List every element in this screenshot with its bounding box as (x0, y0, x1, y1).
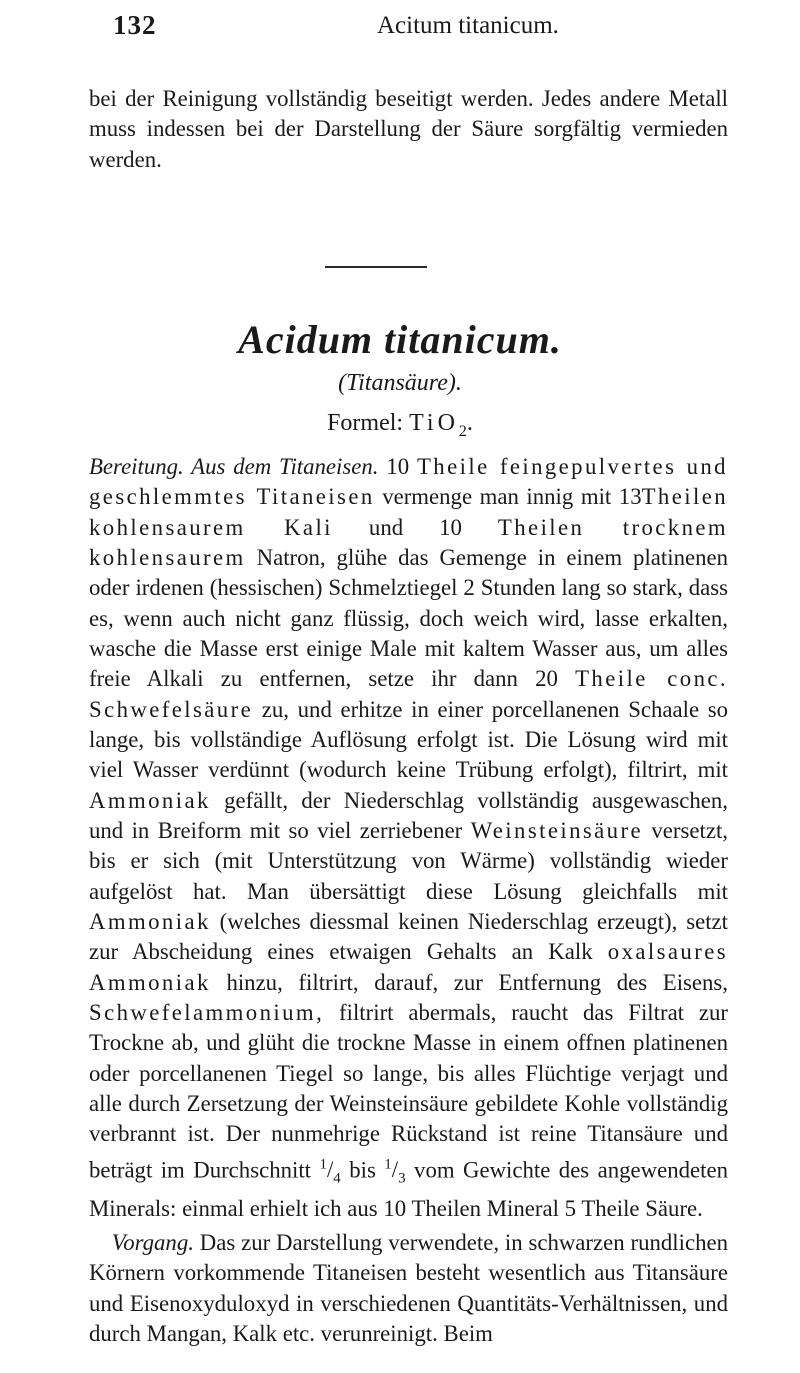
fraction-2-numerator: 1 (384, 1156, 392, 1173)
vorgang-text: Das zur Darstellung verwendete, in schwarzen rundlichen Körnern vorkommende Titaneisen besteht wesentlich aus Titansäure und Eisenoxyduloxyd in verschiedenen Quantitäts-Verhältnissen, und durch Mangan, Kalk etc. verunreinigt. Beim (89, 1230, 728, 1346)
bereitung-lead: Bereitung. Aus dem Titaneisen. (89, 454, 379, 479)
bereitung-s23: bis (349, 1157, 376, 1183)
bereitung-s9: Natron, glühe das Gemenge in einem platinenen oder irdenen (hessischen) Schmelztiegel 2 Stunden lang so stark, dass es, wenn auch nicht ganz flüssig, doch weich wird, lasse erkalten, wasche die Masse erst einige Male mit kaltem Wasser aus, um alles freie Alkali zu entfernen, setze ihr dann (89, 544, 728, 692)
bereitung-s1: 10 (386, 454, 410, 479)
bereitung-s12: zu, und erhitze in einer porcellanenen Schaale so lange, bis vollständige Auflösung erfolgt ist. Die Lösung wird mit viel Wasser verdünnt (wodurch keine Trübung erfolgt), filtrirt, mit (89, 696, 729, 783)
bereitung-s19: oxalsaures Ammoniak (89, 939, 729, 995)
section-title: Acidum titanicum. (238, 317, 562, 362)
formula-base: TiO (409, 410, 459, 436)
bereitung-s14: gefällt, der Niederschlag vollständig ausgewaschen, und in Breiform mit so viel zerriebener (89, 787, 728, 843)
bereitung-s24: vom Gewichte des angewendeten Minerals: einmal erhielt ich aus 10 Theilen Mineral 5 Theile Säure. (89, 1157, 728, 1222)
chemical-formula (0, 410, 800, 441)
bereitung-s15: Weinsteinsäure (470, 817, 643, 843)
bereitung-s10: 20 (535, 666, 558, 692)
running-head (89, 10, 729, 50)
fraction-1-denominator: 4 (333, 1170, 341, 1187)
bereitung-s18: (welches diessmal keinen Niederschlag erzeugt), setzt zur Abscheidung eines etwaigen Gehalts an Kalk (89, 908, 728, 965)
bereitung-s3: vermenge man innig mit (382, 484, 612, 510)
formula-end: . (466, 410, 473, 436)
section-divider (325, 266, 427, 268)
vorgang-paragraph (89, 1228, 728, 1349)
formula-label: Formel: (327, 410, 404, 436)
vorgang-lead: Vorgang. (111, 1230, 194, 1255)
fraction-one-third: $^1/_3$ (384, 1156, 406, 1187)
bereitung-paragraph (89, 452, 728, 1224)
bereitung-s6: und (368, 514, 404, 540)
bereitung-s20: hinzu, filtrirt, darauf, zur Entfernung des Eisens, (226, 969, 728, 995)
bereitung-s17: Ammoniak (89, 908, 211, 934)
bereitung-s8: Theilen trocknem kohlensaurem (89, 514, 729, 570)
bereitung-s2: Theile feingepulvertes und geschlemmtes Titaneisen (89, 454, 728, 510)
formula-subscript: 2 (458, 422, 467, 440)
fraction-one-quarter: $^1/_4$ (319, 1156, 341, 1187)
fraction-1-numerator: 1 (319, 1156, 327, 1173)
intro-paragraph: bei der Reinigung vollständig beseitigt werden. Jedes andere Metall muss indessen bei der Darstellung der Säure sorgfältig vermieden werden. (89, 86, 728, 172)
bereitung-s22: filtrirt abermals, raucht das Filtrat zur Trockne ab, und glüht die trockne Masse in einem offnen platinenen oder porcellanenen Tiegel so lange, bis alles Flüchtige verjagt und alle durch Zersetzung der Weinsteinsäure gebildete Kohle vollständig verbrannt ist. Der nunmehrige Rückstand ist reine Titansäure und beträgt im Durchschnitt (89, 999, 728, 1183)
bereitung-s21: Schwefelammonium, (89, 999, 325, 1025)
page-number: 132 (113, 10, 157, 40)
bereitung-s11: Theile conc. Schwefelsäure (89, 666, 729, 722)
running-title: Acitum titanicum. (377, 12, 559, 39)
bereitung-s16: versetzt, bis er sich (mit Unterstützung von Wärme) vollständig wieder aufgelöst hat. Man übersättigt diese Lösung gleichfalls mit (89, 817, 728, 904)
bereitung-s5: Theilen kohlensaurem Kali (89, 484, 729, 540)
section-subtitle: (Titansäure). (338, 370, 462, 396)
bereitung-s13: Ammoniak (89, 787, 211, 813)
bereitung-s7: 10 (439, 514, 462, 540)
fraction-2-denominator: 3 (398, 1170, 406, 1187)
bereitung-s4: 13 (618, 484, 642, 510)
